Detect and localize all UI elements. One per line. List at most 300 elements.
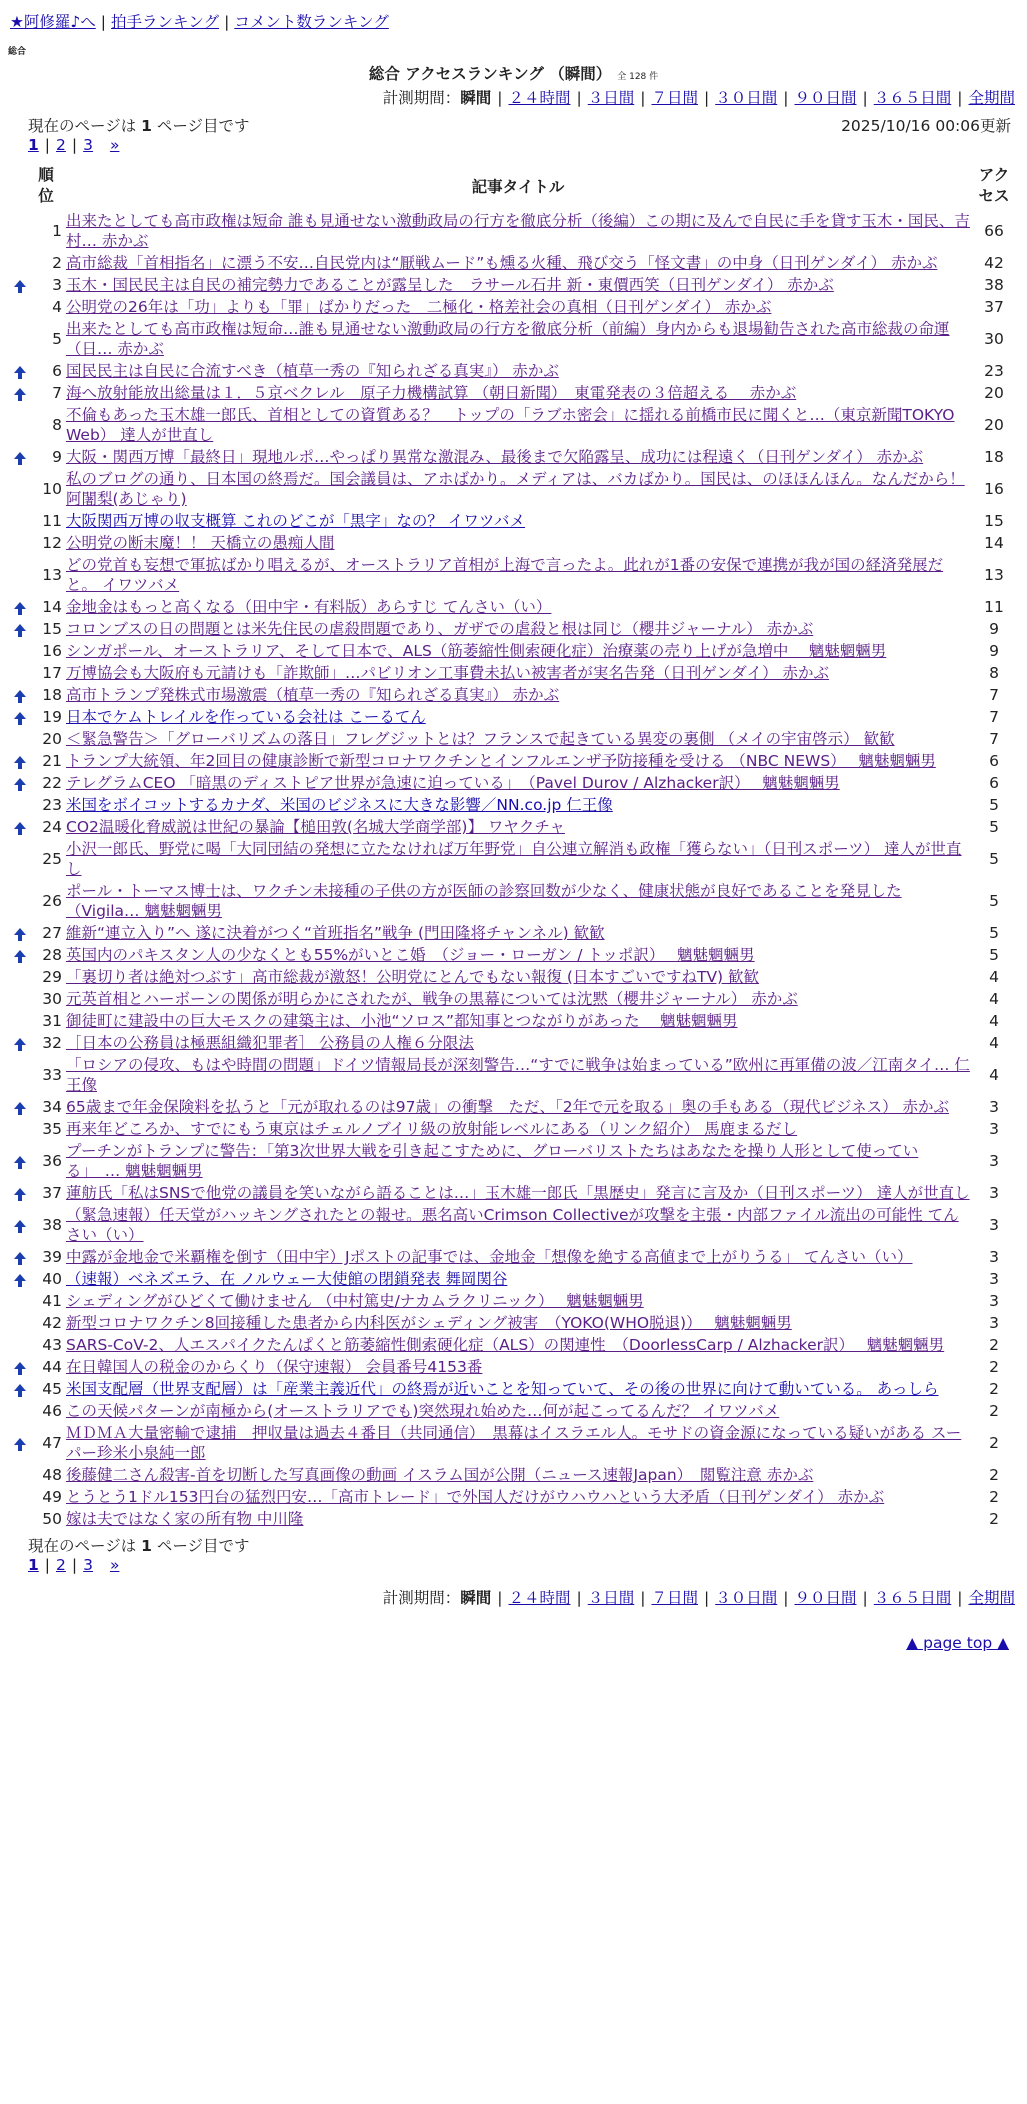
rank-number: 10	[42, 480, 62, 498]
article-link[interactable]: 玉木・国民民主は自民の補完勢力であることが露呈した ラサール石井 新・東價西笑（日刊ゲンダイ） 赤かぶ	[66, 276, 834, 294]
period-option-1[interactable]: ３日間	[587, 89, 635, 107]
table-row	[10, 210, 1018, 252]
article-title-cell	[66, 1312, 970, 1334]
article-link[interactable]: 中露が金地金で米覇権を倒す（田中宇）Jポストの記事では、金地金「想像を絶する高値まで上がりうる」 てんさい（い）	[66, 1248, 913, 1266]
pager-page-3[interactable]: 3	[83, 1556, 94, 1574]
up-arrow-icon	[14, 1362, 26, 1369]
article-link[interactable]: 出来たとしても高市政権は短命 誰も見通せない激動政局の行方を徹底分析（後編）この期に及んで自民に手を貸す玉木・国民、吉村… 赤かぶ	[66, 212, 970, 250]
article-title-cell	[66, 532, 970, 554]
rank-number: 16	[42, 642, 62, 660]
nav-separator: |	[100, 13, 107, 31]
article-link[interactable]: 嫁は夫ではなく家の所有物 中川隆	[66, 1510, 304, 1528]
table-row	[10, 404, 1018, 446]
period-option-2[interactable]: ７日間	[651, 1589, 698, 1607]
rank-change-cell	[10, 318, 30, 360]
access-header-label: アクセス	[978, 166, 1010, 205]
rank-number: 47	[42, 1434, 62, 1452]
pager-page-3[interactable]: 3	[83, 136, 94, 154]
article-link[interactable]: 不倫もあった玉木雄一郎氏、首相としての資質ある？ トップの「ラブホ密会」に揺れる前橋市民に聞くと…（東京新聞TOKYO Web） 達人が世直し	[66, 406, 955, 444]
period-option-6[interactable]: 全期間	[968, 1589, 1015, 1607]
article-link[interactable]: 英国内のパキスタン人の少なくとも55%がいとこ婚 （ジョー・ローガン / トッポ訳） 魑魅魍魎男	[66, 946, 755, 964]
article-link[interactable]: CO2温暖化脅威説は世紀の暴論【槌田敦(名城大学商学部)】 ワヤクチャ	[66, 818, 565, 836]
period-separator: |	[783, 1589, 789, 1607]
up-arrow-icon	[14, 388, 26, 395]
rank-change-cell	[10, 360, 30, 382]
period-option-3[interactable]: ３０日間	[715, 1589, 778, 1607]
article-link[interactable]: 海へ放射能放出総量は１．５京ベクレル 原子力機構試算 （朝日新聞） 東電発表の３倍超える 赤かぶ	[66, 384, 797, 402]
article-title-cell	[66, 1054, 970, 1096]
access-count: 4	[989, 990, 999, 1008]
table-row	[10, 1268, 1018, 1290]
rank-change-cell	[10, 816, 30, 838]
article-link[interactable]: 御徒町に建設中の巨大モスクの建築主は、小池“ソロス”都知事とつながりがあった 魑魅魍魎男	[66, 1012, 738, 1030]
rank-change-cell	[10, 1010, 30, 1032]
rank-number: 6	[52, 362, 62, 380]
ranking-rows	[10, 210, 1018, 1530]
rank-number: 11	[42, 512, 62, 530]
up-arrow-icon	[14, 1274, 26, 1281]
access-count: 2	[989, 1402, 999, 1420]
access-count: 3	[989, 1184, 999, 1202]
rank-change-cell	[10, 1118, 30, 1140]
pager-page-2[interactable]: 2	[56, 136, 66, 154]
article-link[interactable]: コロンブスの日の問題とは米先住民の虐殺問題であり、ガザでの虐殺と根は同じ（櫻井ジャーナル） 赤かぶ	[66, 620, 814, 638]
access-count: 5	[989, 946, 999, 964]
access-count: 6	[989, 752, 999, 770]
table-row	[10, 1010, 1018, 1032]
access-count: 15	[984, 512, 1004, 530]
total-count: 全 128 件	[617, 72, 659, 82]
rank-number: 4	[52, 298, 62, 316]
pager-bottom	[28, 1556, 119, 1574]
table-row	[10, 1378, 1018, 1400]
table-row	[10, 684, 1018, 706]
rank-number: 19	[42, 708, 62, 726]
rank-change-cell	[10, 1312, 30, 1334]
table-row	[10, 1140, 1018, 1182]
applause-ranking-link[interactable]: 拍手ランキング	[111, 13, 220, 31]
rank-change-cell	[10, 404, 30, 446]
article-link[interactable]: 公明党の断末魔！！ 天橋立の愚痴人間	[66, 534, 335, 552]
access-count: 5	[989, 796, 999, 814]
article-title-cell	[66, 1246, 970, 1268]
article-title-cell	[66, 274, 970, 296]
up-arrow-icon	[14, 950, 26, 957]
article-link[interactable]: 65歳まで年金保険料を払うと「元が取れるのは97歳」の衝撃 ただ、「2年で元を取る」奥の手もある（現代ビジネス） 赤かぶ	[66, 1098, 950, 1116]
period-option-3[interactable]: ３０日間	[715, 89, 778, 107]
rank-number: 37	[42, 1184, 62, 1202]
table-header-row	[10, 162, 1018, 210]
article-link[interactable]: プーチンがトランプに警告：「第3次世界大戦を引き起こすために、グローバリストたちはあなたを操り人形として使っている」 … 魑魅魍魎男	[66, 1142, 919, 1180]
period-separator: |	[862, 89, 868, 107]
up-arrow-icon	[14, 280, 26, 287]
article-link[interactable]: トランプ大統領、年2回目の健康診断で新型コロナワクチンとインフルエンザ予防接種を受ける （NBC NEWS） 魑魅魍魎男	[66, 752, 936, 770]
period-label: 計測期間：	[382, 1589, 461, 1607]
period-separator: |	[957, 1589, 963, 1607]
rank-number: 15	[42, 620, 62, 638]
up-arrow-icon	[14, 822, 26, 829]
rank-change-cell	[10, 1356, 30, 1378]
article-title-cell	[66, 1378, 970, 1400]
rank-change-cell	[10, 1400, 30, 1422]
article-link[interactable]: シェディングがひどくて働けません （中村篤史/ナカムラクリニック） 魑魅魍魎男	[66, 1292, 644, 1310]
table-row	[10, 944, 1018, 966]
rank-change-cell	[10, 1204, 30, 1246]
article-title-cell	[66, 880, 970, 922]
table-row	[10, 1096, 1018, 1118]
article-title-cell	[66, 1290, 970, 1312]
access-count: 7	[989, 730, 999, 748]
up-arrow-icon	[14, 690, 26, 697]
rank-number: 46	[42, 1402, 62, 1420]
article-link[interactable]: テレグラムCEO 「暗黒のディストピア世界が急速に迫っている」 （Pavel Durov / Alzhacker訳） 魑魅魍魎男	[66, 774, 840, 792]
comment-ranking-link[interactable]: コメント数ランキング	[234, 13, 389, 31]
article-title-cell	[66, 706, 970, 728]
article-link[interactable]: 高市総裁「首相指名」に漂う不安…自民党内は“厭戦ムード”も燻る火種、飛び交う「怪文書」の中身（日刊ゲンダイ） 赤かぶ	[66, 254, 938, 272]
access-count: 20	[984, 384, 1004, 402]
article-link[interactable]: 高市トランプ発株式市場激震（植草一秀の『知られざる真実』） 赤かぶ	[66, 686, 560, 704]
access-count: 18	[984, 448, 1004, 466]
period-selector-bottom	[383, 1586, 1015, 1608]
period-option-0[interactable]: ２４時間	[508, 89, 571, 107]
period-option-2[interactable]: ７日間	[651, 89, 698, 107]
table-row	[10, 382, 1018, 404]
period-separator: |	[704, 1589, 710, 1607]
period-separator: |	[576, 1589, 582, 1607]
access-count: 66	[984, 222, 1004, 240]
table-row	[10, 1182, 1018, 1204]
rank-number: 28	[42, 946, 62, 964]
period-option-5[interactable]: ３６５日間	[873, 89, 952, 107]
period-separator: |	[862, 1589, 868, 1607]
article-link[interactable]: ポール・トーマス博士は、ワクチン未接種の子供の方が医師の診察回数が少なく、健康状態が良好であることを発見した（Vigila… 魑魅魍魎男	[66, 882, 902, 920]
access-count: 4	[989, 1034, 999, 1052]
rank-change-cell	[10, 510, 30, 532]
article-link[interactable]: 私のブログの通り、日本国の終焉だ。国会議員は、アホばかり。メディアは、バカばかり。国民は、のほほんほん。なんだから！ 阿闍梨(あじゃり)	[66, 470, 965, 508]
rank-change-cell	[10, 468, 30, 510]
access-header	[970, 162, 1018, 210]
rank-change-cell	[10, 880, 30, 922]
rank-change-cell	[10, 988, 30, 1010]
rank-number: 43	[42, 1336, 62, 1354]
period-separator: |	[957, 89, 963, 107]
rank-change-cell	[10, 662, 30, 684]
pager-current-page[interactable]: 1	[28, 1556, 39, 1574]
article-link[interactable]: シンガポール、オーストラリア、そして日本で、ALS（筋萎縮性側索硬化症）治療薬の売り上げが急増中 魑魅魍魎男	[66, 642, 887, 660]
page-title-text: 総合 アクセスランキング （瞬間）	[368, 65, 612, 83]
table-row	[10, 640, 1018, 662]
page-status-number: 1	[141, 117, 152, 135]
article-title-cell	[66, 816, 970, 838]
rank-change-cell	[10, 618, 30, 640]
article-title-cell	[66, 1508, 970, 1530]
rank-number: 5	[52, 330, 62, 348]
page-top-anchor[interactable]: ▲ page top ▲	[906, 1634, 1009, 1652]
article-link[interactable]: この天候パターンが南極から(オーストラリアでも)突然現れ始めた…何が起こってるんだ？ イワツバメ	[66, 1402, 780, 1420]
up-arrow-icon	[14, 452, 26, 459]
article-link[interactable]: 蓮舫氏「私はSNSで他党の議員を笑いながら語ることは…」玉木雄一郎氏「黒歴史」発言に言及か（日刊スポーツ） 達人が世直し	[66, 1184, 970, 1202]
period-option-4[interactable]: ９０日間	[794, 1589, 857, 1607]
period-label: 計測期間：	[382, 89, 461, 107]
access-count: 38	[984, 276, 1004, 294]
rank-change-cell	[10, 1246, 30, 1268]
rank-change-cell	[10, 274, 30, 296]
article-link[interactable]: 「裏切り者は絶対つぶす」高市総裁が激怒！公明党にとんでもない報復 (日本すごいですねTV) 歓歓	[66, 968, 760, 986]
pager-next[interactable]: »	[109, 1556, 120, 1574]
table-row	[10, 794, 1018, 816]
access-count: 3	[989, 1270, 999, 1288]
access-count: 8	[989, 664, 999, 682]
article-link[interactable]: 「ロシアの侵攻、もはや時間の問題」ドイツ情報局長が深刻警告…“すでに戦争は始まっている”欧州に再軍備の波／江南タイ… 仁王像	[66, 1056, 970, 1094]
table-row	[10, 988, 1018, 1010]
up-arrow-icon	[14, 624, 26, 631]
period-option-5[interactable]: ３６５日間	[873, 1589, 952, 1607]
access-count: 6	[989, 774, 999, 792]
rank-number: 45	[42, 1380, 62, 1398]
rank-number: 17	[42, 664, 62, 682]
access-count: 7	[989, 686, 999, 704]
access-count: 3	[989, 1216, 999, 1234]
table-row	[10, 1356, 1018, 1378]
article-link[interactable]: 後藤健二さん殺害-首を切断した写真画像の動画 イスラム国が公開（ニュース速報Japan） 閲覧注意 赤かぶ	[66, 1466, 814, 1484]
article-title-cell	[66, 360, 970, 382]
article-title-cell	[66, 640, 970, 662]
rank-change-cell	[10, 252, 30, 274]
home-link[interactable]: ★阿修羅♪へ	[10, 13, 96, 31]
rank-number: 50	[42, 1510, 62, 1528]
access-count: 9	[989, 620, 999, 638]
article-title-cell	[66, 210, 970, 252]
article-title-cell	[66, 510, 970, 532]
article-link[interactable]: 小沢一郎氏、野党に喝「大同団結の発想に立たなければ万年野党」自公連立解消も政権「獲らない」（日刊スポーツ） 達人が世直し	[66, 840, 962, 878]
page-top-link[interactable]	[906, 1634, 1009, 1652]
access-count: 3	[989, 1152, 999, 1170]
table-row	[10, 318, 1018, 360]
period-option-4[interactable]: ９０日間	[794, 89, 857, 107]
article-title-cell	[66, 684, 970, 706]
article-link[interactable]: 大阪・関西万博「最終日」現地ルポ…やっぱり異常な激混み、最後まで欠陥露呈、成功には程遠く（日刊ゲンダイ） 赤かぶ	[66, 448, 924, 466]
article-title-cell	[66, 618, 970, 640]
rank-change-cell	[10, 706, 30, 728]
table-row	[10, 510, 1018, 532]
article-link[interactable]: 日本でケムトレイルを作っている会社は こーるてん	[66, 708, 426, 726]
article-link[interactable]: 新型コロナワクチン8回接種した患者から内科医がシェディング被害 （YOKO(WHO脱退)） 魑魅魍魎男	[66, 1314, 792, 1332]
period-separator: |	[704, 89, 710, 107]
rank-change-cell	[10, 596, 30, 618]
rank-number: 32	[42, 1034, 62, 1052]
up-arrow-icon	[14, 756, 26, 763]
arrow-header	[10, 162, 30, 210]
rank-number: 7	[52, 384, 62, 402]
table-row	[10, 838, 1018, 880]
article-title-cell	[66, 750, 970, 772]
article-link[interactable]: ＭＤＭＡ大量密輸で逮捕 押収量は過去４番目（共同通信） 黒幕はイスラエル人。モサドの資金源になっている疑いがある スーパー珍米小泉純一郎	[66, 1424, 962, 1462]
rank-change-cell	[10, 532, 30, 554]
article-title-cell	[66, 794, 970, 816]
rank-number: 33	[42, 1066, 62, 1084]
article-link[interactable]: 元英首相とハーボーンの関係が明らかにされたが、戦争の黒幕については沈黙（櫻井ジャーナル） 赤かぶ	[66, 990, 798, 1008]
table-row	[10, 1334, 1018, 1356]
access-count: 9	[989, 642, 999, 660]
article-link[interactable]: （速報）ベネズエラ、在 ノルウェー大使館の閉鎖発表 舞岡関谷	[66, 1270, 508, 1288]
rank-number: 39	[42, 1248, 62, 1266]
rank-change-cell	[10, 296, 30, 318]
article-link[interactable]: 万博協会も大阪府も元請けも「詐欺師」…パビリオン工事費未払い被害者が実名告発（日刊ゲンダイ） 赤かぶ	[66, 664, 830, 682]
table-row	[10, 468, 1018, 510]
up-arrow-icon	[14, 1188, 26, 1195]
up-arrow-icon	[14, 1156, 26, 1163]
rank-number: 18	[42, 686, 62, 704]
article-link[interactable]: 在日韓国人の税金のからくり（保守速報） 会員番号4153番	[66, 1358, 483, 1376]
pager-next[interactable]: »	[109, 136, 120, 154]
access-count: 2	[989, 1510, 999, 1528]
rank-number: 41	[42, 1292, 62, 1310]
rank-change-cell	[10, 1268, 30, 1290]
article-title-cell	[66, 1356, 970, 1378]
pager-separator	[99, 136, 104, 154]
up-arrow-icon	[14, 1038, 26, 1045]
article-link[interactable]: （緊急速報）任天堂がハッキングされたとの報せ。悪名高いCrimson Collectiveが攻撃を主張・内部ファイル流出の可能性 てんさい（い）	[66, 1206, 959, 1244]
period-current: 瞬間	[460, 1589, 492, 1607]
pager-separator: |	[71, 1556, 78, 1574]
article-link[interactable]: 米国支配層（世界支配層）は「産業主義近代」の終焉が近いことを知っていて、その後の世界に向けて動いている。 あっしら	[66, 1380, 939, 1398]
article-title-cell	[66, 318, 970, 360]
access-count: 2	[989, 1380, 999, 1398]
table-row	[10, 922, 1018, 944]
rank-number: 38	[42, 1216, 62, 1234]
access-count: 3	[989, 1248, 999, 1266]
rank-change-cell	[10, 1334, 30, 1356]
page-status-suffix: ページ目です	[151, 117, 250, 135]
access-count: 4	[989, 1066, 999, 1084]
table-row	[10, 880, 1018, 922]
article-title-cell	[66, 296, 970, 318]
rank-number: 3	[52, 276, 62, 294]
pager-separator	[99, 1556, 104, 1574]
title-header: 記事タイトル	[471, 178, 565, 196]
rank-number: 25	[42, 850, 62, 868]
article-title-cell	[66, 988, 970, 1010]
rank-change-cell	[10, 794, 30, 816]
rank-change-cell	[10, 1096, 30, 1118]
table-row	[10, 1508, 1018, 1530]
rank-change-cell	[10, 1140, 30, 1182]
rank-change-cell	[10, 446, 30, 468]
rank-change-cell	[10, 1054, 30, 1096]
rank-number: 2	[52, 254, 62, 272]
access-count: 3	[989, 1292, 999, 1310]
article-link[interactable]: 再来年どころか、すでにもう東京はチェルノブイリ級の放射能レベルにある（リンク紹介） 馬鹿まるだし	[66, 1120, 798, 1138]
top-navigation	[10, 10, 389, 32]
article-link[interactable]: 大阪関西万博の収支概算 これのどこが「黒字」なの？ イワツバメ	[66, 512, 526, 530]
page-status	[28, 114, 250, 136]
rank-header	[30, 162, 66, 210]
pager-current-page[interactable]: 1	[28, 136, 39, 154]
article-title-cell	[66, 1422, 970, 1464]
table-row	[10, 966, 1018, 988]
table-row	[10, 1290, 1018, 1312]
ranking-table	[10, 162, 1018, 1530]
up-arrow-icon	[14, 1384, 26, 1391]
article-link[interactable]: 維新“連立入り”へ 遂に決着がつく“首班指名”戦争 (門田隆将チャンネル) 歓歓	[66, 924, 605, 942]
article-link[interactable]: 金地金はもっと高くなる（田中宇・有料版）あらすじ てんさい（い）	[66, 598, 552, 616]
table-row	[10, 772, 1018, 794]
rank-number: 44	[42, 1358, 62, 1376]
article-link[interactable]: 国民民主は自民に合流すべき（植草一秀の『知られざる真実』） 赤かぶ	[66, 362, 559, 380]
rank-change-cell	[10, 750, 30, 772]
pager-page-2[interactable]: 2	[56, 1556, 66, 1574]
article-link[interactable]: とうとう1ドル153円台の猛烈円安…「高市トレード」で外国人だけがウハウハという大矛盾（日刊ゲンダイ） 赤かぶ	[66, 1488, 885, 1506]
access-count: 2	[989, 1488, 999, 1506]
period-separator: |	[640, 1589, 646, 1607]
rank-number: 27	[42, 924, 62, 942]
article-link[interactable]: ＜緊急警告＞「グローバリズムの落日」フレグジットとは？フランスで起きている異変の裏側 （メイの宇宙啓示） 歓歓	[66, 730, 895, 748]
rank-number: 31	[42, 1012, 62, 1030]
period-separator: |	[783, 89, 789, 107]
article-link[interactable]: 公明党の26年は「功」よりも「罪」ばかりだった 二極化・格差社会の真相（日刊ゲンダイ） 赤かぶ	[66, 298, 772, 316]
updated-timestamp: 2025/10/16 00:06更新	[841, 117, 1011, 135]
access-count: 5	[989, 850, 999, 868]
article-title-cell	[66, 922, 970, 944]
period-option-6[interactable]: 全期間	[968, 89, 1015, 107]
rank-number: 36	[42, 1152, 62, 1170]
article-title-cell	[66, 468, 970, 510]
up-arrow-icon	[14, 602, 26, 609]
rank-number: 26	[42, 892, 62, 910]
access-count: 4	[989, 968, 999, 986]
period-selector-top	[383, 86, 1015, 108]
article-link[interactable]: 出来たとしても高市政権は短命…誰も見通せない激動政局の行方を徹底分析（前編）身内からも退場勧告された高市総裁の命運（日… 赤かぶ	[66, 320, 950, 358]
access-count: 16	[984, 480, 1004, 498]
up-arrow-icon	[14, 1252, 26, 1259]
page-title	[0, 62, 1027, 84]
access-count: 13	[984, 566, 1004, 584]
article-link[interactable]: 米国をボイコットするカナダ、米国のビジネスに大きな影響／NN.co.jp 仁王像	[66, 796, 613, 814]
access-count: 30	[984, 330, 1004, 348]
article-title-cell	[66, 1032, 970, 1054]
rank-change-cell	[10, 1290, 30, 1312]
table-row	[10, 1422, 1018, 1464]
period-option-0[interactable]: ２４時間	[508, 1589, 571, 1607]
article-title-cell	[66, 1096, 970, 1118]
table-row	[10, 662, 1018, 684]
rank-number: 24	[42, 818, 62, 836]
article-title-cell	[66, 944, 970, 966]
table-row	[10, 1400, 1018, 1422]
table-row	[10, 1118, 1018, 1140]
article-link[interactable]: SARS-CoV-2、人エスパイクたんぱくと筋萎縮性側索硬化症（ALS）の関連性 （DoorlessCarp / Alzhacker訳） 魑魅魍魎男	[66, 1336, 945, 1354]
access-count: 2	[989, 1434, 999, 1452]
table-row	[10, 532, 1018, 554]
rank-change-cell	[10, 1378, 30, 1400]
access-count: 23	[984, 362, 1004, 380]
article-title-cell	[66, 1118, 970, 1140]
page-status-prefix: 現在のページは	[28, 117, 142, 135]
article-link[interactable]: ［日本の公務員は極悪組織犯罪者］ 公務員の人権６分限法	[66, 1034, 474, 1052]
rank-number: 13	[42, 566, 62, 584]
period-current: 瞬間	[460, 89, 492, 107]
article-title-cell	[66, 252, 970, 274]
period-option-1[interactable]: ３日間	[587, 1589, 635, 1607]
access-count: 7	[989, 708, 999, 726]
table-row	[10, 274, 1018, 296]
article-title-cell	[66, 1140, 970, 1182]
rank-number: 9	[52, 448, 62, 466]
article-title-cell	[66, 1182, 970, 1204]
table-row	[10, 728, 1018, 750]
rank-number: 34	[42, 1098, 62, 1116]
article-link[interactable]: どの党首も妄想で軍拡ばかり唱えるが、オーストラリア首相が上海で言ったよ。此れが1番の安保で連携が我が国の経済発展だと。 イワツバメ	[66, 556, 944, 594]
